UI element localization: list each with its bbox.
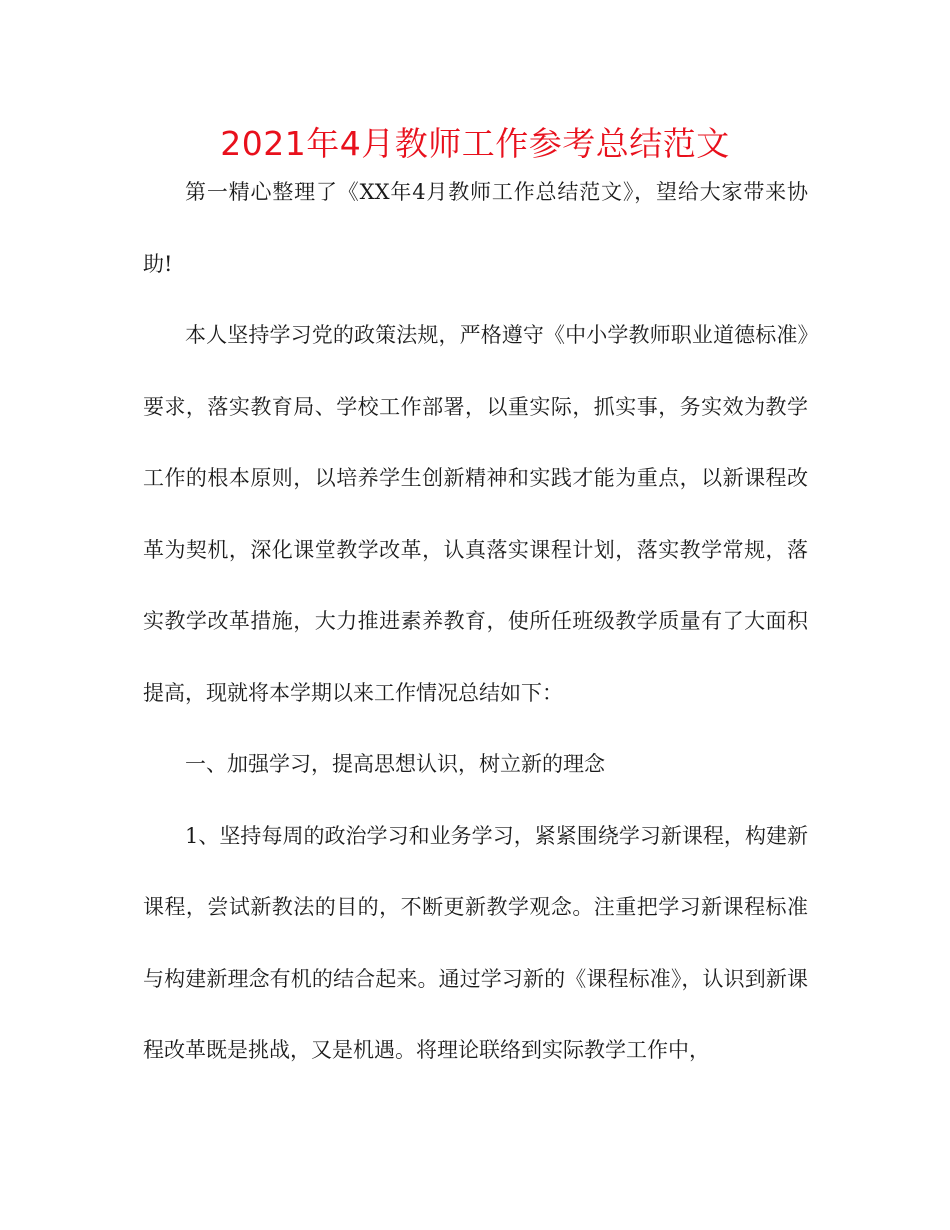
document-title: 2021年4月教师工作参考总结范文	[220, 124, 730, 163]
intro-paragraph: 第一精心整理了《XX年4月教师工作总结范文》，望给大家带来协助!	[143, 180, 808, 276]
section-heading-1: 一、加强学习，提高思想认识，树立新的理念	[185, 752, 605, 776]
document-body	[143, 157, 808, 1087]
section-1-paragraph: 1、坚持每周的政治学习和业务学习，紧紧围绕学习新课程，构建新课程，尝试新教法的目的，不断更新教学观念。注重把学习新课程标准与构建新理念有机的结合起来。通过学习新的《课程标准》，认识到新课程改革既是挑战，又是机遇。将理论联络到实际教学工作中，	[143, 823, 808, 1062]
overview-paragraph: 本人坚持学习党的政策法规，严格遵守《中小学教师职业道德标准》要求，落实教育局、学校工作部署，以重实际，抓实事，务实效为教学工作的根本原则，以培养学生创新精神和实践才能为重点，以新课程改革为契机，深化课堂教学改革，认真落实课程计划，落实教学常规，落实教学改革措施，大力推进素养教育，使所任班级教学质量有了大面积提高，现就将本学期以来工作情况总结如下：	[143, 323, 808, 705]
